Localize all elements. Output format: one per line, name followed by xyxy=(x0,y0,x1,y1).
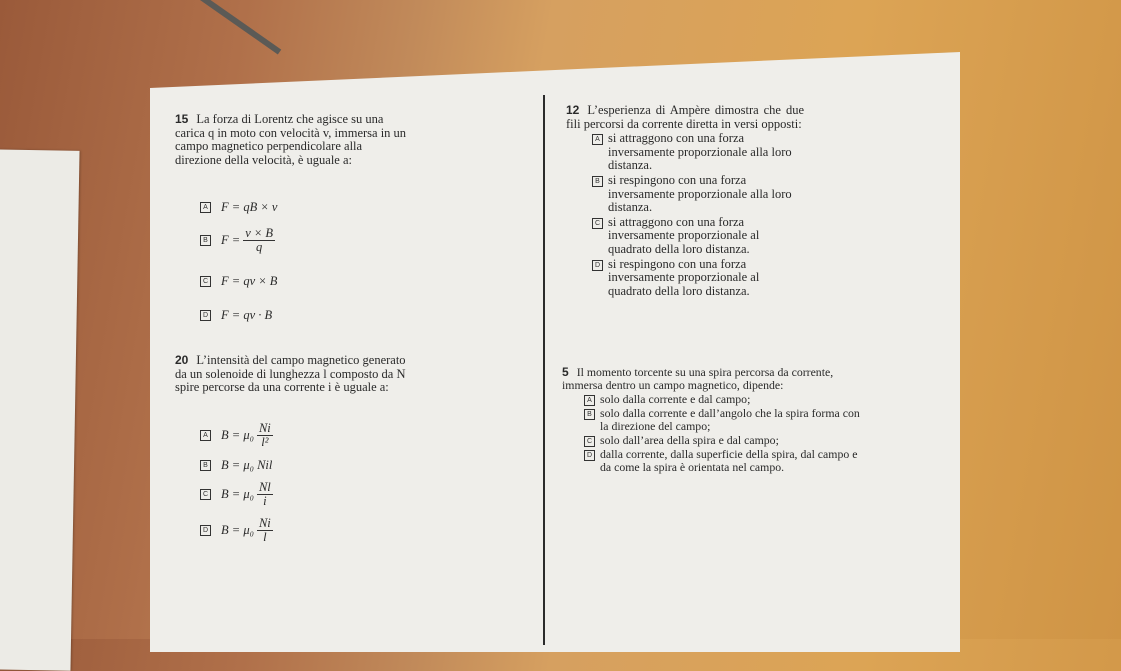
option-letter-box: C xyxy=(200,276,211,287)
denominator: l² xyxy=(261,435,269,449)
option-letter-box: A xyxy=(584,395,595,406)
option-letter-box: A xyxy=(200,202,211,213)
q20-option-c[interactable] xyxy=(200,481,273,508)
option-letter-box: B xyxy=(584,409,595,420)
question-15 xyxy=(175,113,410,167)
option-letter-box: A xyxy=(200,430,211,441)
numerator: Ni xyxy=(258,421,271,435)
option-text: solo dalla corrente e dal campo; xyxy=(600,392,751,406)
option-letter-box: B xyxy=(592,176,603,187)
question-number: 5 xyxy=(562,365,569,379)
numerator: Ni xyxy=(258,516,271,530)
q15-option-c[interactable] xyxy=(200,275,277,289)
question-stem: L’esperienza di Ampère dimostra che due fili percorsi da corrente diretta in versi opposti: xyxy=(566,103,804,131)
option-formula-lhs: F = xyxy=(221,232,241,247)
option-letter-box: D xyxy=(200,525,211,536)
option-letter-box: D xyxy=(592,260,603,271)
option-formula: B = μ₀ Nil xyxy=(221,458,273,472)
fraction xyxy=(257,422,273,449)
question-20 xyxy=(175,354,410,395)
option-letter-box: C xyxy=(200,489,211,500)
question-5 xyxy=(562,366,868,474)
q12-option-c[interactable] xyxy=(592,216,804,257)
q20-option-d[interactable] xyxy=(200,517,273,544)
q5-option-d[interactable] xyxy=(584,448,868,474)
option-text: solo dalla corrente e dall’angolo che la spira forma con la direzione del campo; xyxy=(600,406,860,433)
option-letter-box: B xyxy=(200,235,211,246)
option-text: si attraggono con una forza inversamente proporzionale alla loro distanza. xyxy=(608,131,792,173)
numerator: v × B xyxy=(245,226,274,240)
q12-option-d[interactable] xyxy=(592,258,804,299)
option-text: si respingono con una forza inversamente proporzionale al quadrato della loro distanza. xyxy=(608,256,760,298)
option-letter-box: C xyxy=(584,436,595,447)
fraction xyxy=(257,481,273,508)
question-stem: La forza di Lorentz che agisce su una carica q in moto con velocità v, immersa in un campo magnetico perpendicolare alla direzione della velocità, è uguale a: xyxy=(175,112,407,167)
question-12 xyxy=(566,104,804,298)
option-letter-box: A xyxy=(592,134,603,145)
tile-grout-top xyxy=(200,0,281,54)
question-number: 12 xyxy=(566,103,580,117)
q12-option-a[interactable] xyxy=(592,132,804,173)
q5-option-c[interactable] xyxy=(584,434,868,447)
denominator: q xyxy=(256,240,263,254)
question-stem: Il momento torcente su una spira percorsa da corrente, immersa dentro un campo magnetico, dipende: xyxy=(562,365,834,392)
option-letter-box: B xyxy=(200,460,211,471)
q20-option-b[interactable] xyxy=(200,459,272,473)
option-formula-lhs: B = μ₀ xyxy=(221,486,254,501)
option-formula: F = qv · B xyxy=(221,308,273,322)
option-formula: F = qv × B xyxy=(221,274,278,288)
question-stem: L’intensità del campo magnetico generato da un solenoide di lunghezza l composto da N spire percorse da una corrente i è uguale a: xyxy=(175,353,406,395)
fraction xyxy=(257,517,273,544)
q5-option-a[interactable] xyxy=(584,393,868,406)
background-paper-sheet xyxy=(0,149,80,671)
option-letter-box: D xyxy=(200,310,211,321)
option-text: solo dall’area della spira e dal campo; xyxy=(600,433,779,447)
option-letter-box: C xyxy=(592,218,603,229)
denominator: i xyxy=(263,494,267,508)
fraction xyxy=(243,227,275,254)
q15-option-d[interactable] xyxy=(200,309,272,323)
question-number: 20 xyxy=(175,353,189,367)
option-text: dalla corrente, dalla superficie della spira, dal campo e da come la spira è orientata nel campo. xyxy=(600,447,858,474)
option-text: si attraggono con una forza inversamente proporzionale al quadrato della loro distanza. xyxy=(608,214,760,256)
numerator: Nl xyxy=(258,480,271,494)
option-formula-lhs: B = μ₀ xyxy=(221,522,254,537)
option-formula-lhs: B = μ₀ xyxy=(221,427,254,442)
column-divider xyxy=(543,95,545,645)
question-number: 15 xyxy=(175,112,189,126)
q15-option-a[interactable] xyxy=(200,201,277,215)
option-letter-box: D xyxy=(584,450,595,461)
q5-option-b[interactable] xyxy=(584,407,868,433)
option-formula: F = qB × v xyxy=(221,200,278,214)
option-text: si respingono con una forza inversamente proporzionale alla loro distanza. xyxy=(608,172,792,215)
q12-option-b[interactable] xyxy=(592,174,804,215)
q20-option-a[interactable] xyxy=(200,422,273,449)
denominator: l xyxy=(263,530,267,544)
q15-option-b[interactable] xyxy=(200,227,275,254)
